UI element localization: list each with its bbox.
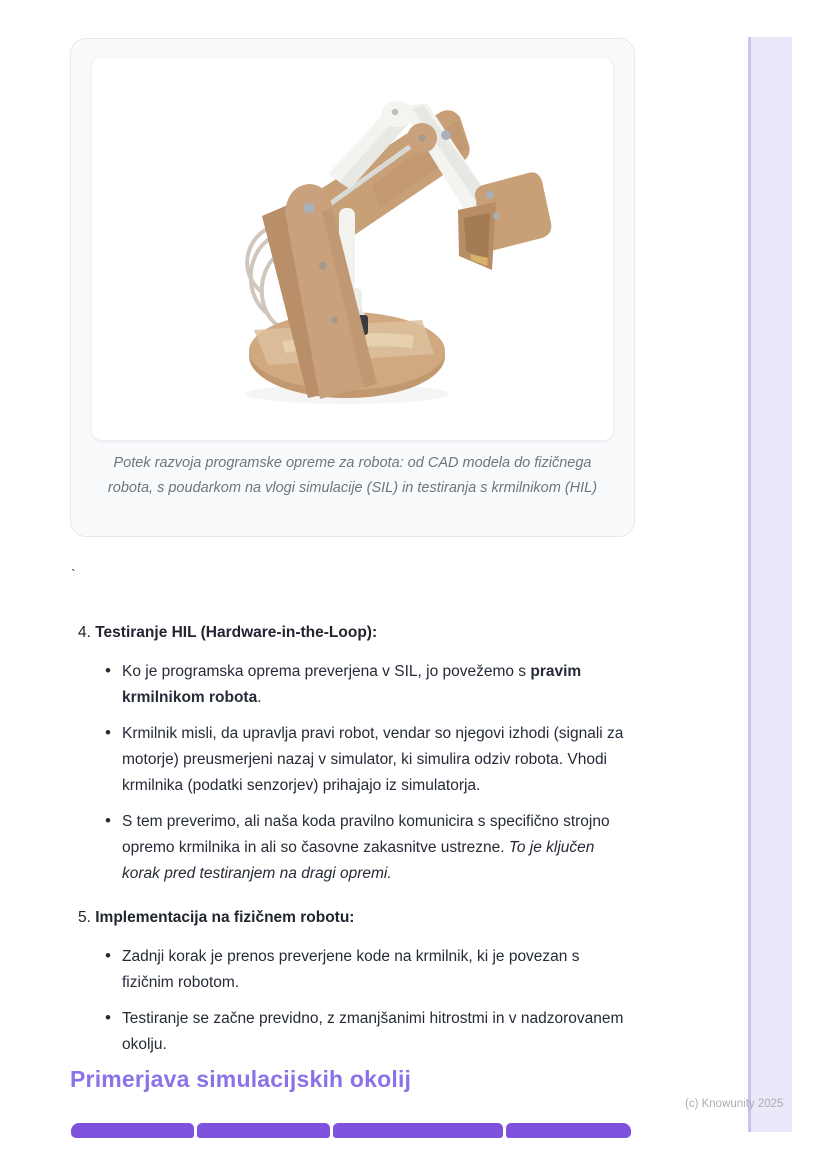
copyright-watermark: (c) Knowunity 2025 — [685, 1098, 784, 1110]
step-title-text: Implementacija na fizičnem robotu: — [95, 909, 355, 926]
table-header-cell — [71, 1123, 194, 1138]
bullet-text-segment: S tem preverimo, ali naša koda pravilno komunicira s specifično strojno opremo krmilnika in ali so časovne zakasnitve ustrezne. — [122, 813, 610, 856]
bullet-text-segment: To je ključen korak pred testiranjem na dragi opremi. — [122, 839, 595, 882]
bullet-text-segment: Ko je programska oprema preverjena v SIL, jo povežemo s — [122, 663, 531, 680]
bullet-text-segment: pravim krmilnikom robota — [122, 663, 582, 706]
step-item — [70, 905, 635, 1058]
table-header-bar — [71, 1123, 634, 1138]
bullet-item — [122, 944, 635, 996]
figure-card — [70, 38, 635, 537]
scroll-highlight-bar[interactable] — [748, 37, 792, 1132]
table-header-cell — [506, 1123, 631, 1138]
step-number: 4. — [78, 624, 96, 641]
bullet-item — [122, 721, 635, 799]
step-number: 5. — [78, 909, 96, 926]
bullet-item — [122, 1006, 635, 1058]
bullet-text-segment: Zadnji korak je prenos preverjene kode na krmilnik, ki je povezan s fizičnim robotom. — [122, 948, 580, 991]
step-bullets — [122, 944, 635, 1058]
table-header-cell — [333, 1123, 503, 1138]
bullet-item — [122, 659, 635, 711]
table-header-cell — [197, 1123, 330, 1138]
step-title — [70, 620, 635, 646]
figure-caption — [91, 451, 614, 501]
bullet-text-segment: . — [257, 689, 262, 706]
step-title — [70, 905, 635, 931]
step-bullets — [122, 659, 635, 887]
robot-arm-illustration — [92, 58, 613, 440]
bullet-text-segment: Krmilnik misli, da upravlja pravi robot, vendar so njegovi izhodi (signali za motorje) preusmerjeni nazaj v simulator, ki simulira odziv robota. Vhodi krmilnika (podatki senzorjev) prihajajo iz simulatorja. — [122, 725, 624, 794]
section-heading: Primerjava simulacijskih okolij — [70, 1066, 412, 1092]
bullet-text-segment: Testiranje se začne previdno, z zmanjšanimi hitrostmi in v nadzorovanem okolju. — [122, 1010, 624, 1053]
figure-caption-line2: robota, s poudarkom na vlogi simulacije (SIL) in testiranja s krmilnikom (HIL) — [107, 480, 598, 496]
bullet-item — [122, 809, 635, 887]
step-title-text: Testiranje HIL (Hardware-in-the-Loop): — [95, 624, 378, 641]
steps-list — [70, 620, 635, 1076]
step-item — [70, 620, 635, 887]
figure-caption-line1: Potek razvoja programske opreme za robota: od CAD modela do fizičnega — [113, 455, 592, 471]
stray-backtick-text: ` — [71, 566, 76, 582]
robot-arm-image — [92, 58, 613, 440]
